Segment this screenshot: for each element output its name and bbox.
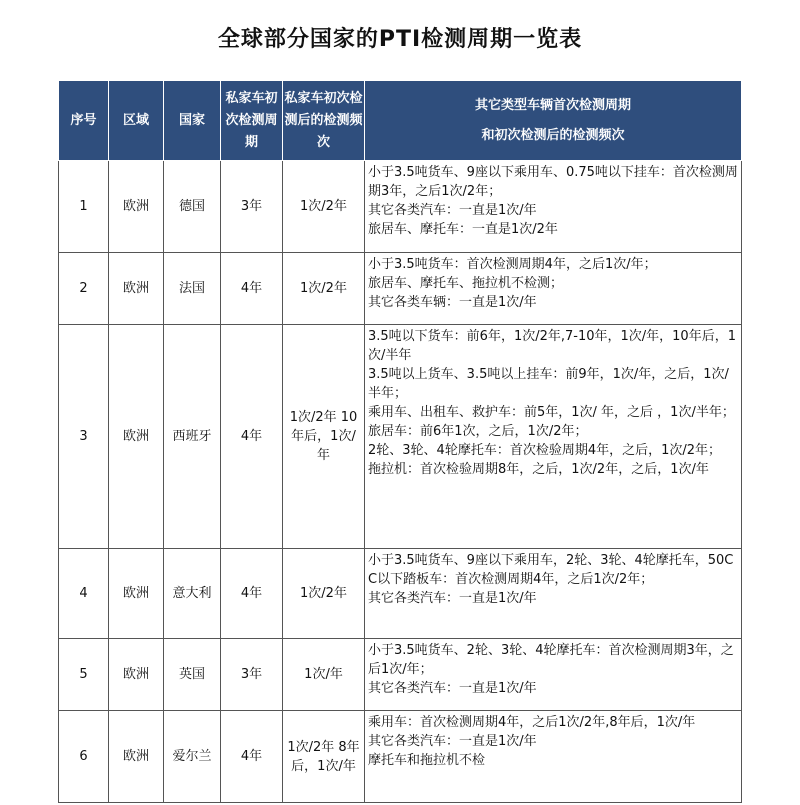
pti-table [58, 80, 742, 803]
cell-region: 欧洲 [109, 711, 164, 803]
detail-line: 小于3.5吨货车、9座以下乘用车、0.75吨以下挂车：首次检测周期3年，之后1次/2年； [368, 165, 738, 199]
detail-line: 其它各类汽车：一直是1次/年 [368, 591, 537, 606]
cell-no: 5 [59, 639, 109, 711]
cell-frequency: 1次/2年 10年后，1次/年 [283, 325, 365, 549]
cell-country: 德国 [164, 161, 221, 253]
detail-line: 其它各类汽车：一直是1次/年 [368, 734, 537, 749]
cell-region: 欧洲 [109, 639, 164, 711]
header-row [59, 81, 742, 161]
table-row [59, 253, 742, 325]
header-other [365, 81, 742, 161]
detail-line: 摩托车和拖拉机不检 [368, 753, 486, 768]
cell-country: 英国 [164, 639, 221, 711]
cell-first-cycle: 4年 [221, 325, 283, 549]
detail-line: 其它各类车辆：一直是1次/年 [368, 295, 537, 310]
cell-first-cycle: 3年 [221, 161, 283, 253]
cell-country: 意大利 [164, 549, 221, 639]
cell-details [365, 549, 742, 639]
cell-region: 欧洲 [109, 325, 164, 549]
detail-line: 旅居车、摩托车、拖拉机不检测； [368, 276, 564, 291]
cell-region: 欧洲 [109, 549, 164, 639]
cell-country: 西班牙 [164, 325, 221, 549]
detail-line: 旅居车：前6年1次，之后，1次/2年； [368, 424, 588, 439]
cell-no: 1 [59, 161, 109, 253]
cell-no: 3 [59, 325, 109, 549]
table-row [59, 711, 742, 803]
cell-region: 欧洲 [109, 253, 164, 325]
cell-frequency: 1次/2年 [283, 253, 365, 325]
header-no: 序号 [59, 81, 109, 161]
cell-no: 4 [59, 549, 109, 639]
header-other-line1: 其它类型车辆首次检测周期 [474, 97, 631, 113]
cell-details [365, 639, 742, 711]
header-after-first: 私家车初次检测后的检测频次 [283, 81, 365, 161]
cell-country: 法国 [164, 253, 221, 325]
cell-frequency: 1次/2年 [283, 161, 365, 253]
cell-details [365, 253, 742, 325]
detail-line: 2轮、3轮、4轮摩托车：首次检验周期4年，之后，1次/2年； [368, 443, 722, 458]
cell-country: 爱尔兰 [164, 711, 221, 803]
detail-line: 乘用车、出租车、救护车：前5年，1次/ 年，之后 ，1次/半年； [368, 405, 735, 420]
table-row [59, 639, 742, 711]
detail-line: 旅居车、摩托车：一直是1次/2年 [368, 222, 558, 237]
detail-line: 乘用车：首次检测周期4年，之后1次/2年,8年后，1次/年 [368, 715, 696, 730]
cell-first-cycle: 4年 [221, 711, 283, 803]
cell-frequency: 1次/2年 8年后，1次/年 [283, 711, 365, 803]
cell-details [365, 325, 742, 549]
table-row [59, 549, 742, 639]
cell-first-cycle: 4年 [221, 549, 283, 639]
detail-line: 拖拉机：首次检验周期8年，之后，1次/2年，之后，1次/年 [368, 462, 709, 477]
cell-frequency: 1次/年 [283, 639, 365, 711]
detail-line: 3.5吨以下货车：前6年，1次/2年,7-10年，1次/年，10年后，1次/半年 [368, 329, 736, 363]
cell-details [365, 161, 742, 253]
cell-frequency: 1次/2年 [283, 549, 365, 639]
table-row [59, 161, 742, 253]
cell-first-cycle: 4年 [221, 253, 283, 325]
detail-line: 其它各类汽车：一直是1次/年 [368, 203, 537, 218]
header-other-line2: 和初次检测后的检测频次 [481, 127, 625, 143]
header-country: 国家 [164, 81, 221, 161]
detail-line: 3.5吨以上货车、3.5吨以上挂车：前9年，1次/年，之后，1次/半年； [368, 367, 729, 401]
detail-line: 其它各类汽车：一直是1次/年 [368, 681, 537, 696]
cell-first-cycle: 3年 [221, 639, 283, 711]
detail-line: 小于3.5吨货车：首次检测周期4年，之后1次/年； [368, 257, 657, 272]
page-title: 全球部分国家的PTI检测周期一览表 [217, 27, 583, 52]
cell-no: 2 [59, 253, 109, 325]
header-region: 区域 [109, 81, 164, 161]
detail-line: 小于3.5吨货车、2轮、3轮、4轮摩托车：首次检测周期3年，之后1次/年； [368, 643, 734, 677]
detail-line: 小于3.5吨货车、9座以下乘用车，2轮、3轮、4轮摩托车，50CC以下踏板车：首次检测周期4年，之后1次/2年； [368, 553, 734, 587]
cell-no: 6 [59, 711, 109, 803]
table-row [59, 325, 742, 549]
cell-details [365, 711, 742, 803]
header-first-cycle: 私家车初次检测周期 [221, 81, 283, 161]
cell-region: 欧洲 [109, 161, 164, 253]
